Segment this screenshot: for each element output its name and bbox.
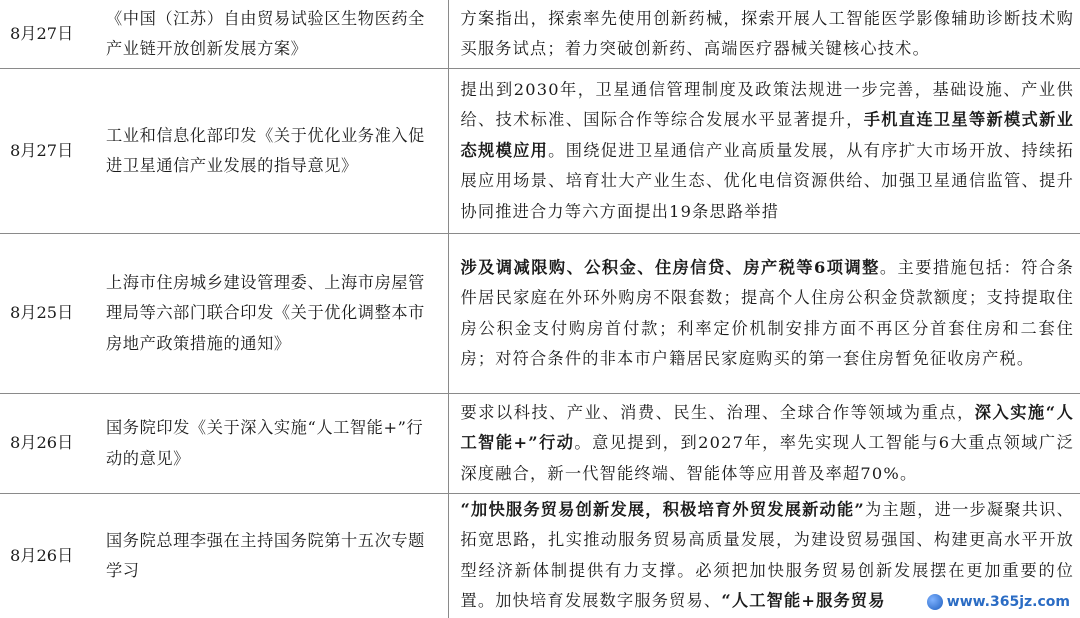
table-row: [0, 234, 1080, 394]
event-cell: 《中国（江苏）自由贸易试验区生物医药全产业链开放创新发展方案》: [92, 0, 448, 69]
event-cell: 上海市住房城乡建设管理委、上海市房屋管理局等六部门联合印发《关于优化调整本市房地产政策措施的通知》: [92, 234, 448, 394]
content-highlight: 手机直连卫星等新模式新业态规模应用: [461, 110, 1075, 160]
content-cell: [448, 0, 1080, 69]
table-row: [0, 69, 1080, 234]
content-text: 方案指出，探索率先使用创新药械，探索开展人工智能医学影像辅助诊断技术购买服务试点；着力突破创新药、高端医疗器械关键核心技术。: [461, 9, 1075, 59]
date-cell: 8月26日: [0, 494, 92, 618]
content-highlight: 深入实施“人工智能+”行动: [461, 403, 1074, 453]
content-cell: [448, 394, 1080, 494]
content-text: 提出到2030年，卫星通信管理制度及政策法规进一步完善，基础设施、产业供给、技术标准、国际合作等综合发展水平显著提升，: [461, 80, 1075, 130]
table-row: [0, 0, 1080, 69]
content-cell: [448, 69, 1080, 234]
event-cell: 工业和信息化部印发《关于优化业务准入促进卫星通信产业发展的指导意见》: [92, 69, 448, 234]
content-text: 。意见提到，到2027年，率先实现人工智能与6大重点领域广泛深度融合，新一代智能终端、智能体等应用普及率超70%。: [461, 433, 1075, 483]
table-row: [0, 494, 1080, 618]
date-cell: 8月25日: [0, 234, 92, 394]
content-text: 为主题，进一步凝聚共识、拓宽思路，扎实推动服务贸易高质量发展，为建设贸易强国、构建更高水平开放型经济新体制提供有力支撑。必须把加快服务贸易创新发展摆在更加重要的位置。加快培育发展数字服务贸易、: [461, 500, 1075, 611]
event-cell: 国务院总理李强在主持国务院第十五次专题学习: [92, 494, 448, 618]
date-cell: 8月27日: [0, 0, 92, 69]
event-cell: 国务院印发《关于深入实施“人工智能+”行动的意见》: [92, 394, 448, 494]
globe-logo-icon: [927, 594, 943, 610]
content-highlight: “加快服务贸易创新发展，积极培育外贸发展新动能”: [461, 500, 865, 519]
watermark-text: www.365jz.com: [947, 594, 1070, 610]
date-cell: 8月27日: [0, 69, 92, 234]
content-highlight: 涉及调减限购、公积金、住房信贷、房产税等6项调整: [461, 258, 880, 277]
table-row: [0, 394, 1080, 494]
date-cell: 8月26日: [0, 394, 92, 494]
content-cell: [448, 234, 1080, 394]
content-text: 要求以科技、产业、消费、民生、治理、全球合作等领域为重点，: [461, 403, 975, 422]
watermark: [923, 594, 1074, 610]
content-highlight: “人工智能+服务贸易: [721, 591, 885, 610]
content-text: 。围绕促进卫星通信产业高质量发展，从有序扩大市场开放、持续拓展应用场景、培育壮大产业生态、优化电信资源供给、加强卫星通信监管、提升协同推进合力等六方面提出19条思路举措: [461, 141, 1075, 221]
content-text: 。主要措施包括：符合条件居民家庭在外环外购房不限套数；提高个人住房公积金贷款额度；支持提取住房公积金支付购房首付款；利率定价机制安排方面不再区分首套住房和二套住房；对符合条件的非本市户籍居民家庭购买的第一套住房暂免征收房产税。: [461, 258, 1075, 369]
